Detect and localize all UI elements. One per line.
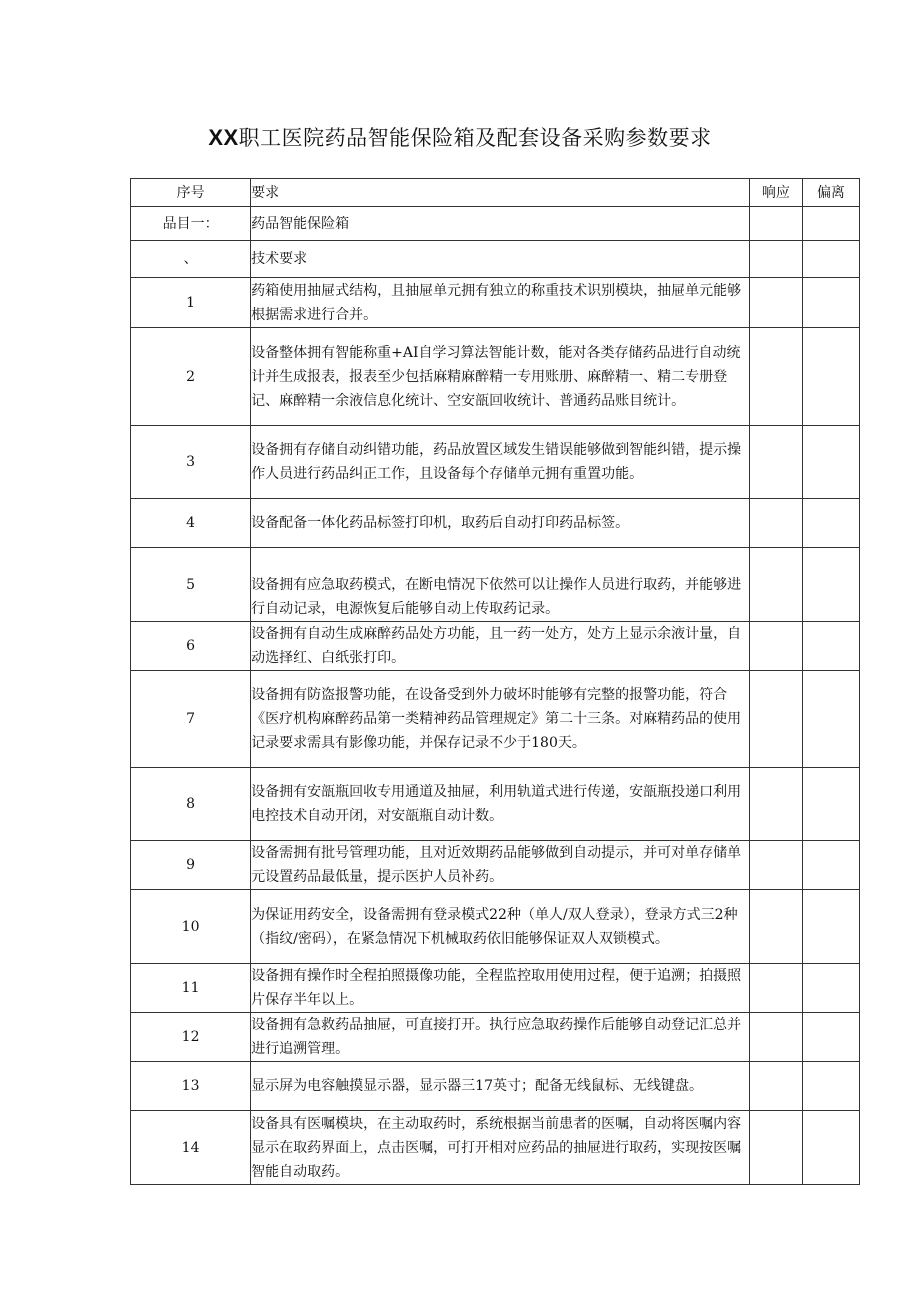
row-req: 为保证用药安全，设备需拥有登录模式22种（单人/双人登录），登录方式三2种（指纹/密码），在紧急情况下机械取药依旧能够保证双人双锁模式。 bbox=[251, 890, 750, 964]
deviation-cell bbox=[802, 328, 859, 426]
section-name: 技术要求 bbox=[251, 241, 750, 278]
table-row bbox=[131, 890, 860, 964]
header-row bbox=[131, 179, 860, 207]
response-cell bbox=[749, 964, 802, 1013]
row-no: 2 bbox=[131, 328, 251, 426]
document-title bbox=[0, 122, 920, 152]
header-no: 序号 bbox=[131, 179, 251, 207]
table-row bbox=[131, 841, 860, 890]
response-cell bbox=[749, 328, 802, 426]
table-row bbox=[131, 426, 860, 499]
response-cell bbox=[749, 671, 802, 768]
item-row bbox=[131, 207, 860, 241]
deviation-cell bbox=[802, 768, 859, 841]
deviation-cell bbox=[802, 1013, 859, 1062]
title-prefix: XX bbox=[208, 125, 239, 150]
row-no: 7 bbox=[131, 671, 251, 768]
row-no: 10 bbox=[131, 890, 251, 964]
response-cell bbox=[749, 426, 802, 499]
response-cell bbox=[749, 1062, 802, 1111]
response-cell bbox=[749, 499, 802, 548]
item-no: 品目一： bbox=[131, 207, 251, 241]
row-no: 1 bbox=[131, 278, 251, 328]
table-row bbox=[131, 328, 860, 426]
header-req: 要求 bbox=[251, 179, 750, 207]
row-no: 3 bbox=[131, 426, 251, 499]
section-no: 、 bbox=[131, 241, 251, 278]
deviation-cell bbox=[802, 499, 859, 548]
row-no: 6 bbox=[131, 622, 251, 671]
response-cell bbox=[749, 207, 802, 241]
row-req: 设备拥有安瓿瓶回收专用通道及抽屉，利用轨道式进行传递，安瓿瓶投递口利用电控技术自动开闭，对安瓿瓶自动计数。 bbox=[251, 768, 750, 841]
deviation-cell bbox=[802, 890, 859, 964]
row-req: 药箱使用抽屉式结构，且抽屉单元拥有独立的称重技术识别模块，抽屉单元能够根据需求进行合并。 bbox=[251, 278, 750, 328]
table-row bbox=[131, 1013, 860, 1062]
row-req: 设备具有医嘱模块，在主动取药时，系统根据当前患者的医嘱，自动将医嘱内容显示在取药界面上，点击医嘱，可打开相对应药品的抽屉进行取药，实现按医嘱智能自动取药。 bbox=[251, 1111, 750, 1185]
response-cell bbox=[749, 768, 802, 841]
row-req: 设备拥有存储自动纠错功能，药品放置区域发生错误能够做到智能纠错，提示操作人员进行药品纠正工作，且设备每个存储单元拥有重置功能。 bbox=[251, 426, 750, 499]
table-row bbox=[131, 671, 860, 768]
row-no: 9 bbox=[131, 841, 251, 890]
response-cell bbox=[749, 1111, 802, 1185]
row-req: 设备整体拥有智能称重+AI自学习算法智能计数，能对各类存储药品进行自动统计并生成报表，报表至少包括麻精麻醉精一专用账册、麻醉精一、精二专册登记、麻醉精一余液信息化统计、空安瓿回收统计、普通药品账目统计。 bbox=[251, 328, 750, 426]
section-row bbox=[131, 241, 860, 278]
deviation-cell bbox=[802, 278, 859, 328]
response-cell bbox=[749, 890, 802, 964]
deviation-cell bbox=[802, 964, 859, 1013]
row-no: 14 bbox=[131, 1111, 251, 1185]
deviation-cell bbox=[802, 841, 859, 890]
deviation-cell bbox=[802, 671, 859, 768]
row-no: 12 bbox=[131, 1013, 251, 1062]
table-row bbox=[131, 1111, 860, 1185]
table-row bbox=[131, 768, 860, 841]
row-no: 5 bbox=[131, 548, 251, 622]
table-row bbox=[131, 1062, 860, 1111]
deviation-cell bbox=[802, 622, 859, 671]
row-req: 设备拥有操作时全程拍照摄像功能，全程监控取用使用过程，便于追溯；拍摄照片保存半年以上。 bbox=[251, 964, 750, 1013]
requirements-table bbox=[130, 178, 860, 1185]
table-row bbox=[131, 622, 860, 671]
row-req: 设备配备一体化药品标签打印机，取药后自动打印药品标签。 bbox=[251, 499, 750, 548]
row-req: 设备拥有防盗报警功能，在设备受到外力破坏时能够有完整的报警功能，符合《医疗机构麻醉药品第一类精神药品管理规定》第二十三条。对麻精药品的使用记录要求需具有影像功能，并保存记录不少于180天。 bbox=[251, 671, 750, 768]
deviation-cell bbox=[802, 1111, 859, 1185]
table-row bbox=[131, 499, 860, 548]
item-name: 药品智能保险箱 bbox=[251, 207, 750, 241]
row-req: 设备拥有应急取药模式，在断电情况下依然可以让操作人员进行取药，并能够进行自动记录，电源恢复后能够自动上传取药记录。 bbox=[251, 548, 750, 622]
row-no: 8 bbox=[131, 768, 251, 841]
header-resp: 响应 bbox=[749, 179, 802, 207]
deviation-cell bbox=[802, 548, 859, 622]
title-text: 职工医院药品智能保险箱及配套设备采购参数要求 bbox=[238, 126, 712, 150]
header-dev: 偏离 bbox=[802, 179, 859, 207]
row-no: 11 bbox=[131, 964, 251, 1013]
row-req: 显示屏为电容触摸显示器，显示器三17英寸；配备无线鼠标、无线键盘。 bbox=[251, 1062, 750, 1111]
row-req: 设备拥有急救药品抽屉，可直接打开。执行应急取药操作后能够自动登记汇总并进行追溯管理。 bbox=[251, 1013, 750, 1062]
row-req: 设备需拥有批号管理功能，且对近效期药品能够做到自动提示，并可对单存储单元设置药品最低量，提示医护人员补药。 bbox=[251, 841, 750, 890]
row-req: 设备拥有自动生成麻醉药品处方功能，且一药一处方，处方上显示余液计量，自动选择红、白纸张打印。 bbox=[251, 622, 750, 671]
response-cell bbox=[749, 278, 802, 328]
deviation-cell bbox=[802, 241, 859, 278]
table-row bbox=[131, 964, 860, 1013]
table-row bbox=[131, 278, 860, 328]
response-cell bbox=[749, 548, 802, 622]
response-cell bbox=[749, 622, 802, 671]
row-no: 4 bbox=[131, 499, 251, 548]
row-no: 13 bbox=[131, 1062, 251, 1111]
table-row bbox=[131, 548, 860, 622]
response-cell bbox=[749, 841, 802, 890]
deviation-cell bbox=[802, 207, 859, 241]
deviation-cell bbox=[802, 426, 859, 499]
response-cell bbox=[749, 241, 802, 278]
deviation-cell bbox=[802, 1062, 859, 1111]
response-cell bbox=[749, 1013, 802, 1062]
